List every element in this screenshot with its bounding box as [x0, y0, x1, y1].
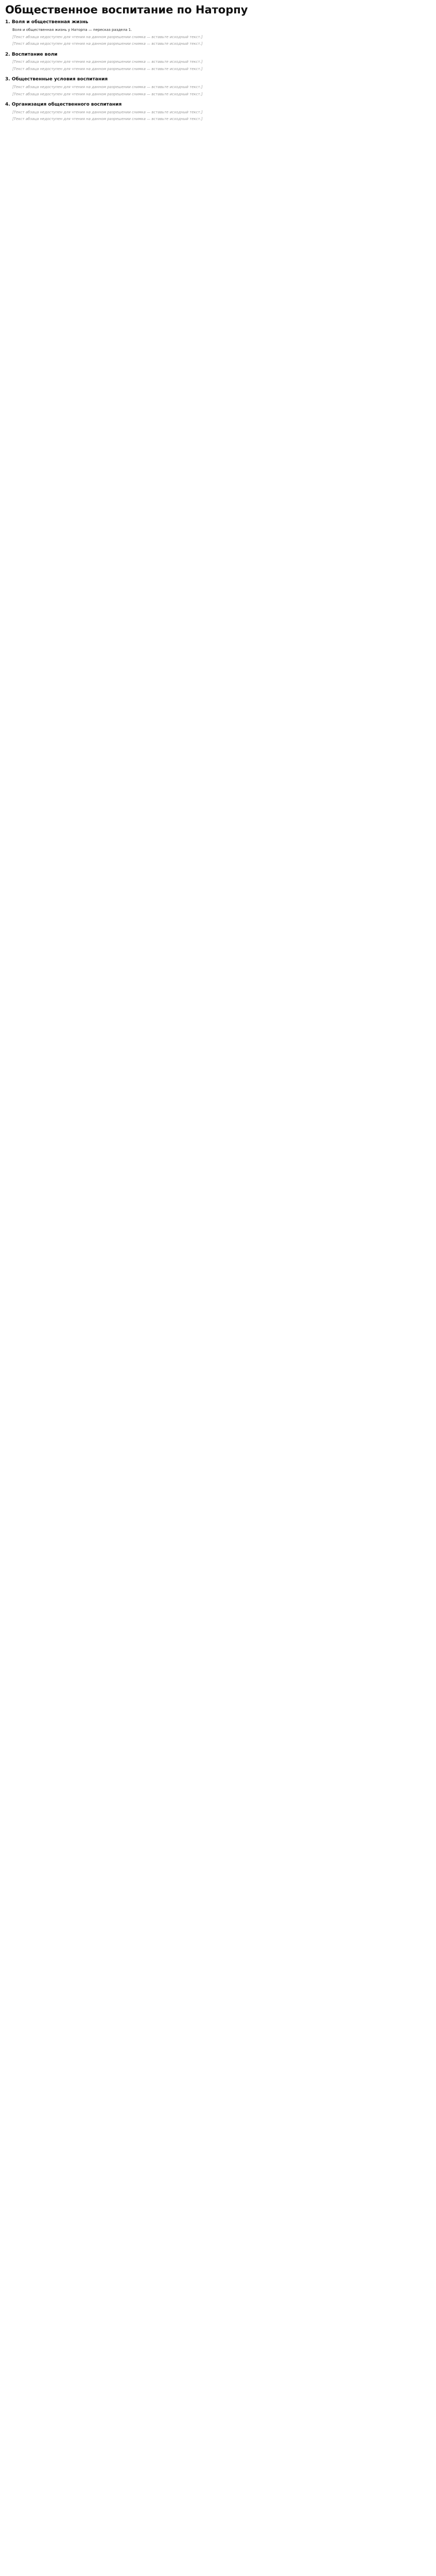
section-title: 3. Общественные условия воспитания — [5, 77, 108, 82]
body-paragraph: [Текст абзаца недоступен для чтения на данном разрешении снимка — вставьте исходный текст.] — [12, 35, 203, 39]
document-body — [5, 20, 431, 122]
body-paragraph: [Текст абзаца недоступен для чтения на данном разрешении снимка — вставьте исходный текст.] — [12, 60, 203, 64]
body-paragraph: Воля и общественная жизнь у Наторпа — пересказ раздела 1. — [12, 28, 132, 32]
document-section — [5, 102, 431, 122]
section-title: 4. Организация общественного воспитания — [5, 102, 122, 108]
document-section — [5, 20, 431, 46]
body-paragraph: [Текст абзаца недоступен для чтения на данном разрешении снимка — вставьте исходный текст.] — [12, 42, 203, 46]
body-paragraph: [Текст абзаца недоступен для чтения на данном разрешении снимка — вставьте исходный текст.] — [12, 92, 203, 96]
body-paragraph: [Текст абзаца недоступен для чтения на данном разрешении снимка — вставьте исходный текст.] — [12, 117, 203, 122]
document-page — [0, 0, 436, 138]
body-paragraph: [Текст абзаца недоступен для чтения на данном разрешении снимка — вставьте исходный текст.] — [12, 110, 203, 114]
body-paragraph: [Текст абзаца недоступен для чтения на данном разрешении снимка — вставьте исходный текст.] — [12, 66, 203, 71]
section-title: 1. Воля и общественная жизнь — [5, 20, 89, 25]
page-title: Общественное воспитание по Наторпу — [5, 4, 248, 16]
body-paragraph: [Текст абзаца недоступен для чтения на данном разрешении снимка — вставьте исходный текст.] — [12, 85, 203, 90]
document-section — [5, 52, 431, 72]
document-section — [5, 77, 431, 97]
section-title: 2. Воспитание воли — [5, 52, 58, 57]
